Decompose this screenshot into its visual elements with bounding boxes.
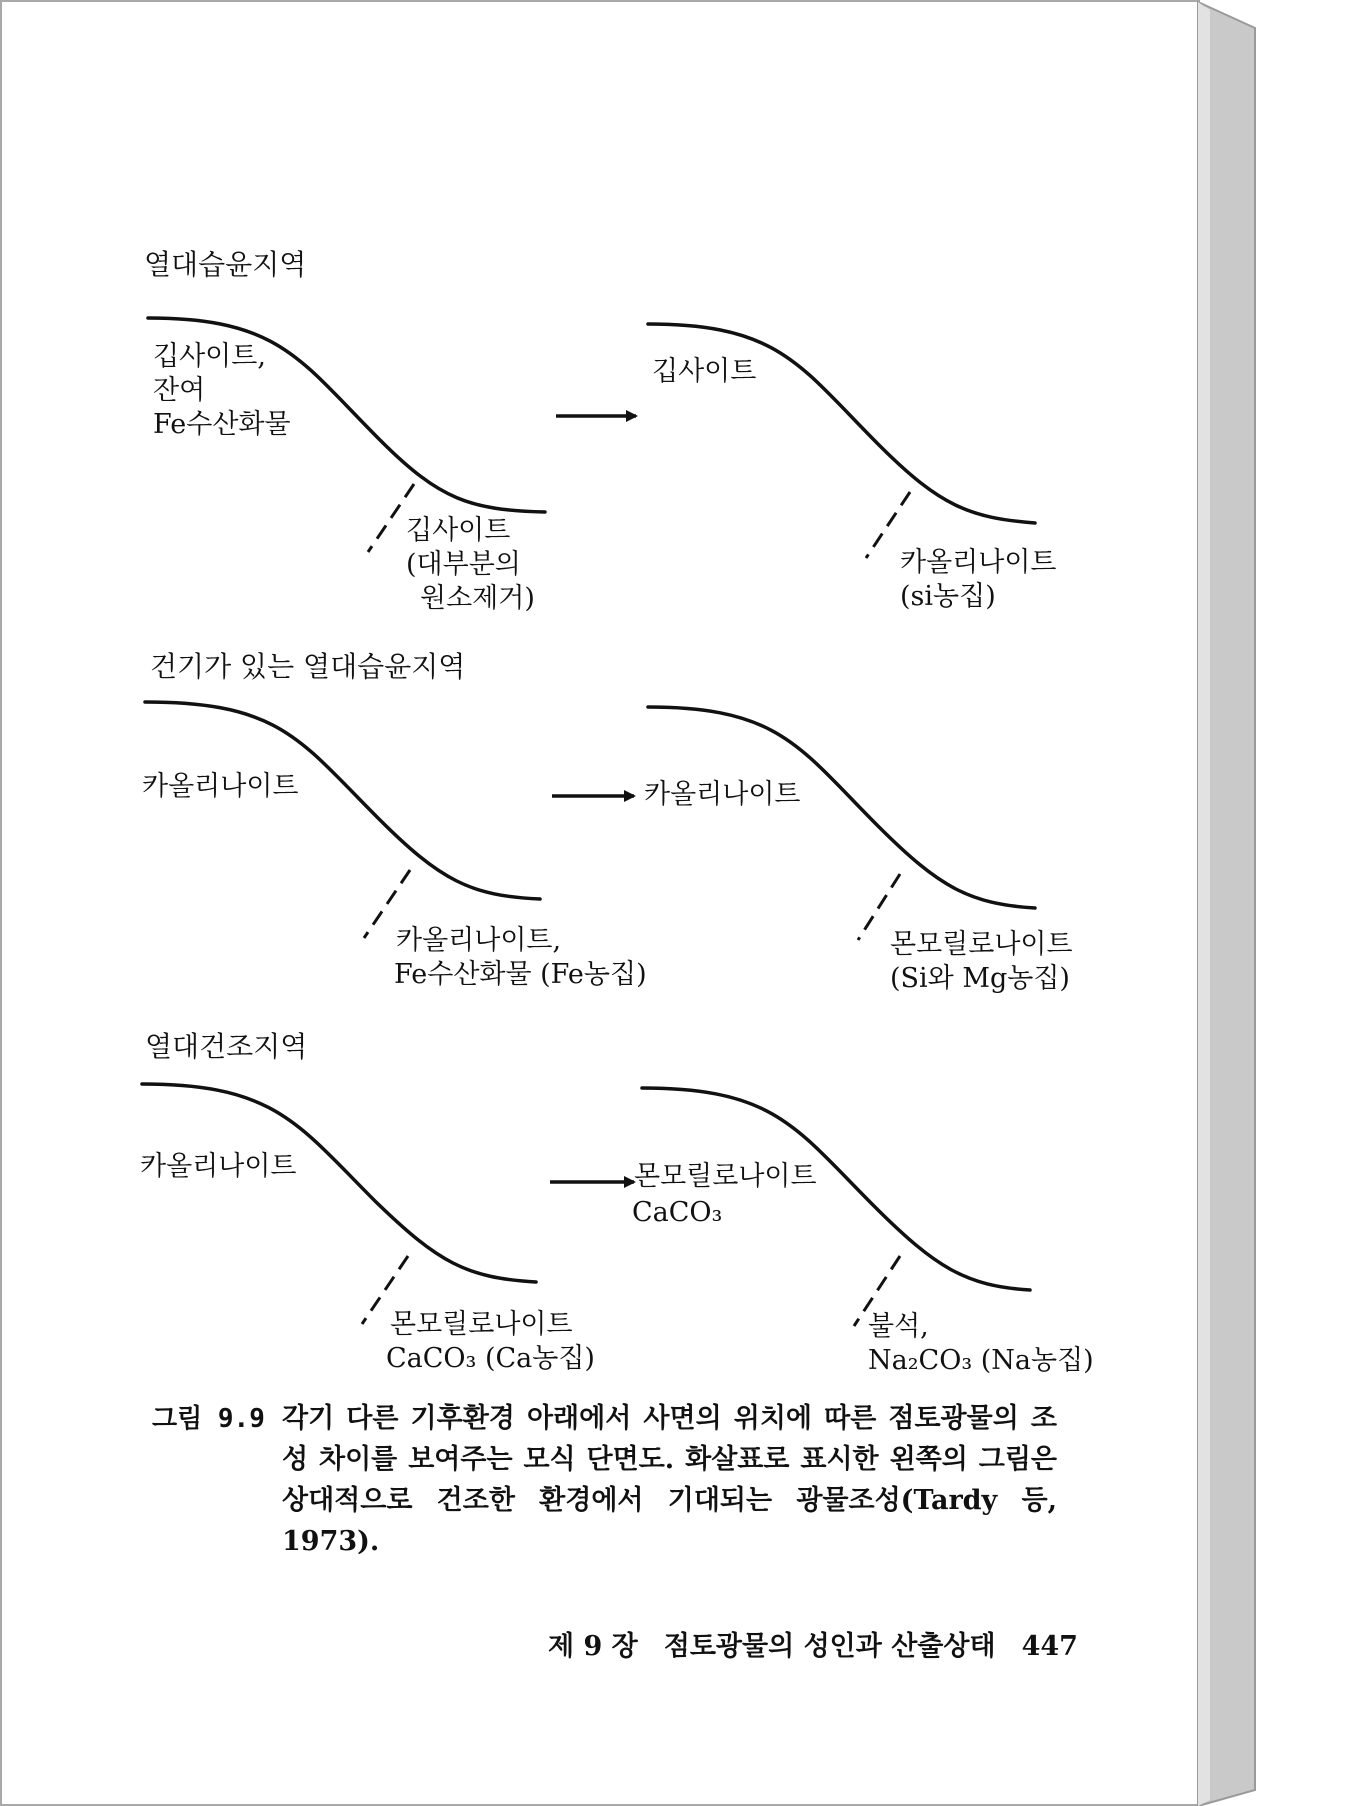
downslope-label: Na₂CO₃ (Na농집) — [868, 1345, 1094, 1376]
upslope-label: 카올리나이트 — [142, 771, 299, 802]
downslope-label: 불석, — [868, 1311, 929, 1342]
upslope-label: 깁사이트, — [153, 341, 266, 372]
downslope-label: 카올리나이트, — [396, 925, 562, 956]
section-title: 열대건조지역 — [145, 1030, 308, 1063]
upslope-label: Fe수산화물 — [153, 409, 291, 440]
section-title: 건기가 있는 열대습윤지역 — [150, 650, 466, 683]
downslope-label: (대부분의 — [406, 549, 521, 580]
downslope-label: 몬모릴로나이트 — [390, 1309, 573, 1340]
upslope-label: 몬모릴로나이트 — [634, 1161, 817, 1192]
downslope-label: Fe수산화물 (Fe농집) — [394, 959, 647, 990]
upslope-label: 카올리나이트 — [140, 1151, 297, 1182]
section-title: 열대습윤지역 — [144, 248, 307, 281]
upslope-label: 깁사이트 — [652, 356, 757, 387]
downslope-label: 원소제거) — [420, 583, 535, 614]
downslope-label: 몬모릴로나이트 — [890, 929, 1073, 960]
upslope-label: CaCO₃ — [632, 1197, 723, 1228]
running-footer — [548, 1624, 1104, 1663]
page-number: 447 — [1021, 1631, 1078, 1662]
downslope-label: 깁사이트 — [406, 515, 511, 546]
figure-label: 그림 9.9 — [152, 1404, 265, 1434]
chapter-number: 제 9 장 — [548, 1631, 638, 1662]
downslope-label: 카올리나이트 — [900, 547, 1057, 578]
downslope-label: (si농집) — [900, 581, 996, 612]
upslope-label: 잔여 — [153, 375, 206, 406]
upslope-label: 카올리나이트 — [644, 779, 801, 810]
downslope-label: (Si와 Mg농집) — [890, 963, 1070, 994]
chapter-title: 점토광물의 성인과 산출상태 — [663, 1631, 996, 1662]
slope-curve — [648, 324, 1035, 523]
figure-caption: 각기 다른 기후환경 아래에서 사면의 위치에 따른 점토광물의 조성 차이를 보여주는 모식 단면도. 화살표로 표시한 왼쪽의 그림은 상대적으로 건조한 환경에서 기대되는 광물조성(Tardy 등, 1973). — [282, 1403, 1057, 1557]
downslope-label: CaCO₃ (Ca농집) — [386, 1343, 595, 1374]
